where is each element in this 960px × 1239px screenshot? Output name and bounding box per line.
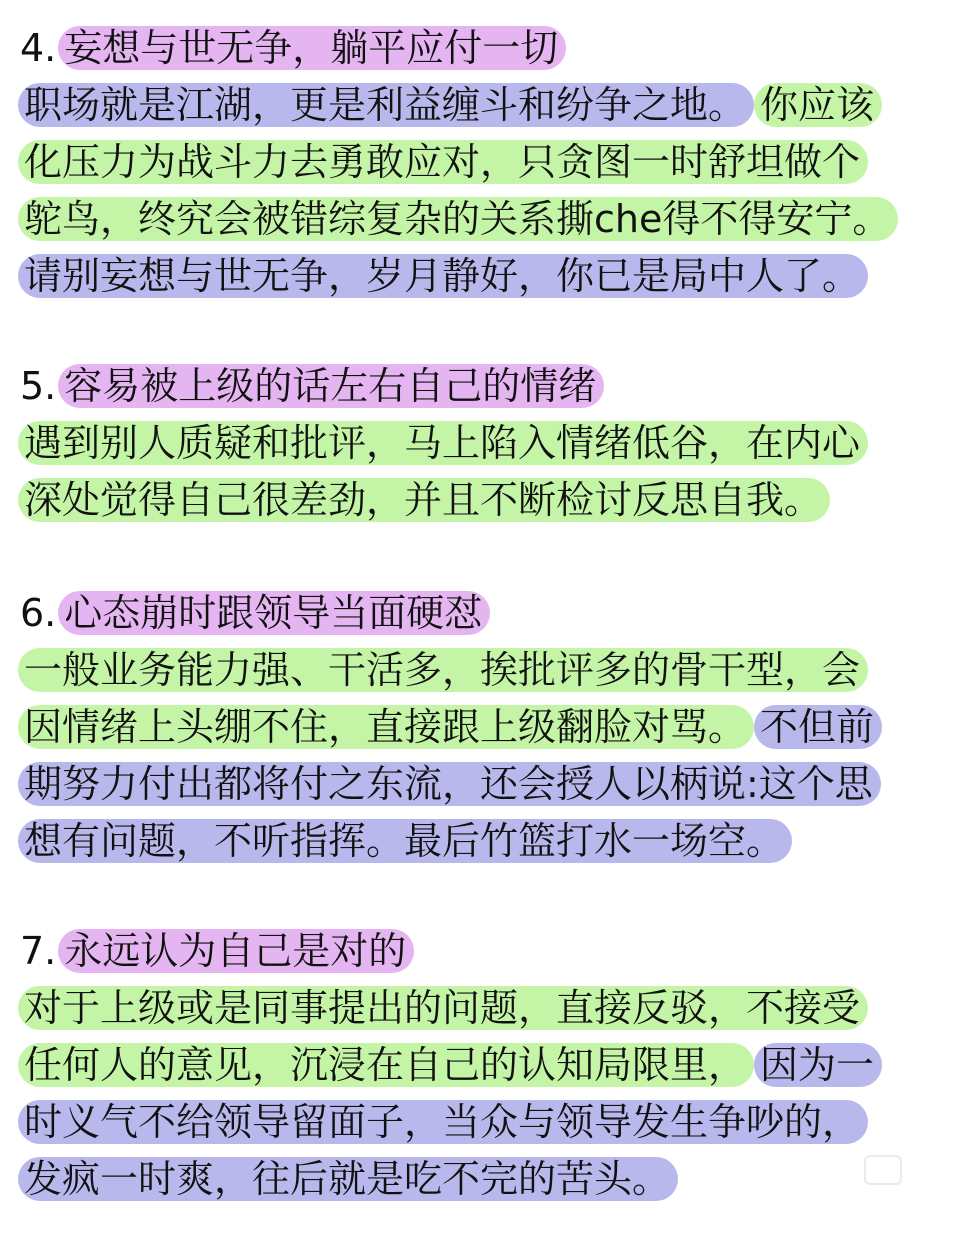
text-highlight: 请别妄想与世无争，岁月静好，你已是局中人了。 bbox=[18, 254, 868, 298]
watermark-logo-icon bbox=[864, 1155, 902, 1185]
section-7-heading bbox=[18, 923, 414, 979]
section-7-line-3 bbox=[18, 1094, 868, 1150]
section-4-line-4 bbox=[18, 248, 868, 304]
section-6-heading bbox=[18, 585, 490, 641]
text-highlight: 任何人的意见，沉浸在自己的认知局限里， bbox=[18, 1043, 754, 1087]
section-5-heading bbox=[18, 358, 604, 414]
text-highlight: 鸵鸟，终究会被错综复杂的关系撕che得不得安宁。 bbox=[18, 197, 898, 241]
section-title: 容易被上级的话左右自己的情绪 bbox=[58, 364, 604, 408]
text-highlight: 时义气不给领导留面子，当众与领导发生争吵的， bbox=[18, 1100, 868, 1144]
section-5-line-1 bbox=[18, 415, 868, 471]
text-highlight: 职场就是江湖，更是利益缠斗和纷争之地。 bbox=[18, 83, 754, 127]
section-7-line-4 bbox=[18, 1151, 678, 1207]
section-6-line-2 bbox=[18, 699, 882, 755]
section-7-line-2 bbox=[18, 1037, 882, 1093]
text-highlight: 发疯一时爽，往后就是吃不完的苦头。 bbox=[18, 1157, 678, 1201]
text-highlight: 一般业务能力强、干活多，挨批评多的骨干型，会 bbox=[18, 648, 868, 692]
section-5-line-2 bbox=[18, 472, 830, 528]
section-number: 4. bbox=[20, 26, 57, 70]
text-highlight: 化压力为战斗力去勇敢应对，只贪图一时舒坦做个 bbox=[18, 140, 868, 184]
section-6-line-1 bbox=[18, 642, 868, 698]
section-6-line-3 bbox=[18, 756, 881, 812]
text-highlight: 你应该 bbox=[754, 83, 882, 127]
section-number: 5. bbox=[20, 364, 57, 408]
section-6-line-4 bbox=[18, 813, 792, 869]
section-number: 6. bbox=[20, 591, 57, 635]
section-title: 心态崩时跟领导当面硬怼 bbox=[58, 591, 490, 635]
section-4-line-3 bbox=[18, 191, 898, 247]
section-7-line-1 bbox=[18, 980, 868, 1036]
text-highlight: 想有问题，不听指挥。最后竹篮打水一场空。 bbox=[18, 819, 792, 863]
text-highlight: 因为一 bbox=[754, 1043, 882, 1087]
section-title: 永远认为自己是对的 bbox=[58, 929, 414, 973]
section-title: 妄想与世无争，躺平应付一切 bbox=[58, 26, 566, 70]
section-4-line-1 bbox=[18, 77, 882, 133]
section-4-line-2 bbox=[18, 134, 868, 190]
text-highlight: 期努力付出都将付之东流，还会授人以柄说:这个思 bbox=[18, 762, 881, 806]
text-highlight: 对于上级或是同事提出的问题，直接反驳，不接受 bbox=[18, 986, 868, 1030]
text-highlight: 因情绪上头绷不住，直接跟上级翻脸对骂。 bbox=[18, 705, 754, 749]
text-highlight: 深处觉得自己很差劲，并且不断检讨反思自我。 bbox=[18, 478, 830, 522]
section-number: 7. bbox=[20, 929, 57, 973]
text-highlight: 不但前 bbox=[754, 705, 882, 749]
section-4-heading bbox=[18, 20, 566, 76]
text-highlight: 遇到别人质疑和批评，马上陷入情绪低谷，在内心 bbox=[18, 421, 868, 465]
